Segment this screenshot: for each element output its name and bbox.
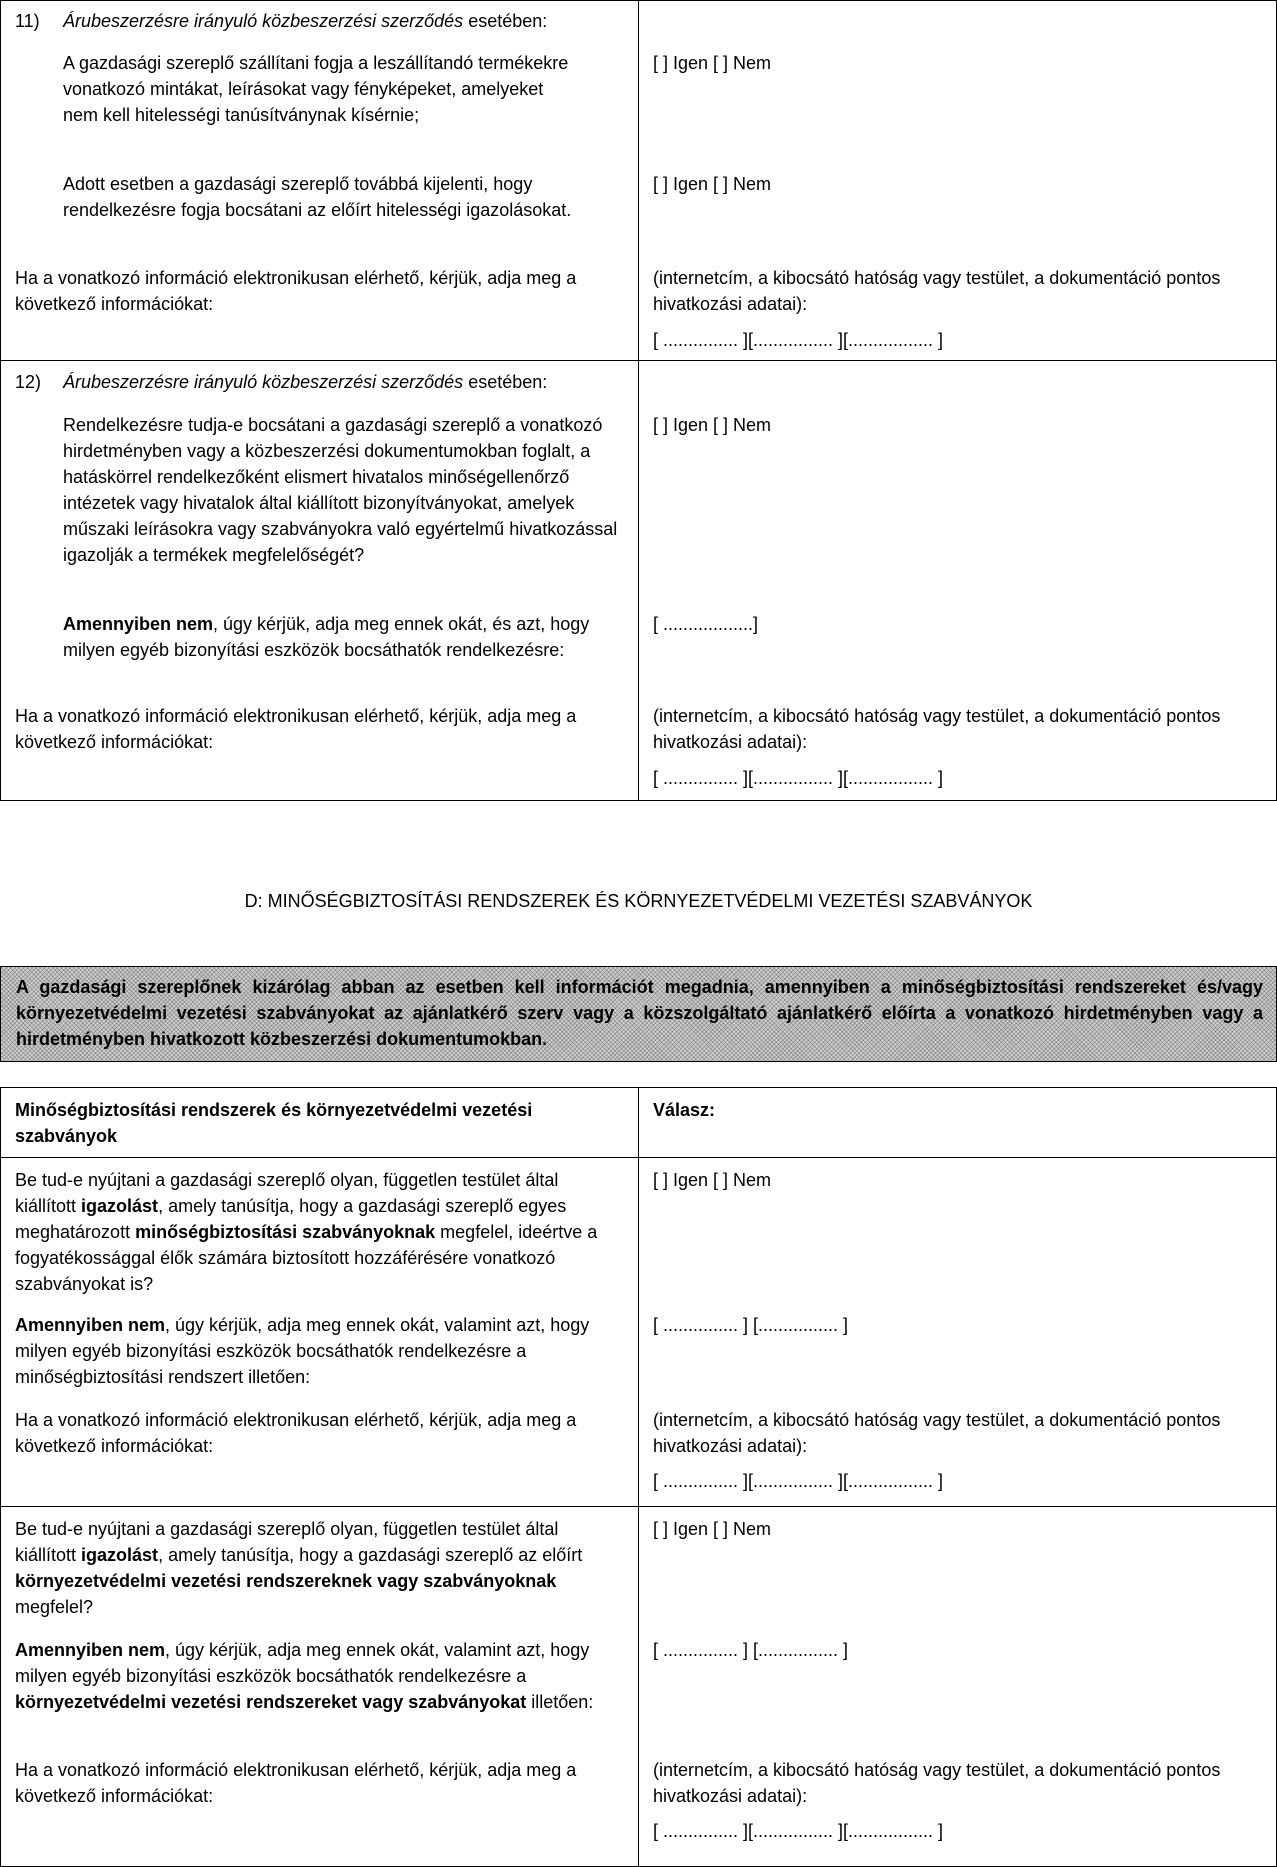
section-title-rest: esetében:	[463, 372, 548, 392]
answer-yes-no[interactable]: [ ] Igen [ ] Nem	[653, 53, 772, 73]
section-d-title: D: MINŐSÉGBIZTOSÍTÁSI RENDSZEREK ÉS KÖRNYEZETVÉDELMI VEZETÉSI SZABVÁNYOK	[244, 891, 1033, 911]
table-header-right: Válasz:	[653, 1100, 716, 1120]
question-text: Ha a vonatkozó információ elektronikusan elérhető, kérjük, adja meg a következő információkat:	[15, 268, 577, 314]
answer-field[interactable]: [ ..................]	[653, 614, 759, 634]
question-text: Ha a vonatkozó információ elektronikusan elérhető, kérjük, adja meg a következő információkat:	[15, 1760, 577, 1806]
notice-box	[0, 966, 1277, 1062]
question-text: Amennyiben nem, úgy kérjük, adja meg ennek okát, valamint azt, hogy milyen egyéb bizonyítási eszközök bocsáthatók rendelkezésre a környezetvédelmi vezetési rendszereket vagy szabványokat illetően:	[15, 1640, 594, 1712]
section-title-rest: esetében:	[463, 11, 548, 31]
answer-reference-label: (internetcím, a kibocsátó hatóság vagy testület, a dokumentáció pontos hivatkozási adatai):	[653, 268, 1221, 314]
question-text: Adott esetben a gazdasági szereplő továbbá kijelenti, hogy rendelkezésre fogja bocsátani az előírt hitelességi igazolásokat.	[63, 174, 572, 220]
section-12-heading	[15, 369, 635, 395]
answer-reference-label: (internetcím, a kibocsátó hatóság vagy testület, a dokumentáció pontos hivatkozási adatai):	[653, 1760, 1221, 1806]
column-divider	[638, 0, 639, 801]
section-11-heading	[15, 8, 635, 34]
row-divider	[0, 1157, 1277, 1158]
question-text: A gazdasági szereplő szállítani fogja a leszállítandó termékekre vonatkozó mintákat, leírásokat vagy fényképeket, amelyeket nem kell hitelességi tanúsítványnak kísérnie;	[63, 53, 569, 125]
section-number: 11)	[15, 11, 40, 31]
answer-reference-label: (internetcím, a kibocsátó hatóság vagy testület, a dokumentáció pontos hivatkozási adatai):	[653, 1410, 1221, 1456]
answer-field[interactable]: [ ............... ] [................ ]	[653, 1640, 849, 1660]
answer-yes-no[interactable]: [ ] Igen [ ] Nem	[653, 415, 772, 435]
answer-reference-field[interactable]: [ ............... ][................ ][................. ]	[653, 768, 944, 788]
question-text: Amennyiben nem, úgy kérjük, adja meg ennek okát, és azt, hogy milyen egyéb bizonyítási eszközök bocsáthatók rendelkezésre:	[63, 614, 590, 660]
question-text: Be tud-e nyújtani a gazdasági szereplő olyan, független testület által kiállított igazolást, amely tanúsítja, hogy a gazdasági szereplő egyes meghatározott minőségbiztosítási szabványoknak megfelel, ideértve a fogyatékossággal élők számára biztosított hozzáférésére vonatkozó szabványokat is?	[15, 1170, 598, 1294]
section-number: 12)	[15, 372, 42, 392]
section-title-italic: Árubeszerzésre irányuló közbeszerzési szerződés	[63, 11, 464, 31]
answer-yes-no[interactable]: [ ] Igen [ ] Nem	[653, 1519, 772, 1539]
answer-reference-field[interactable]: [ ............... ][................ ][................. ]	[653, 1821, 944, 1841]
section-title-italic: Árubeszerzésre irányuló közbeszerzési szerződés	[63, 372, 464, 392]
answer-yes-no[interactable]: [ ] Igen [ ] Nem	[653, 1170, 772, 1190]
notice-text: A gazdasági szereplőnek kizárólag abban az esetben kell információt megadnia, amennyiben a minőségbiztosítási rendszereket és/vagy környezetvédelmi vezetési szabványokat az ajánlatkérő szerv vagy a közszolgáltató ajánlatkérő előírta a vonatkozó hirdetményben vagy a hirdetményben hivatkozott közbeszerzési dokumentumokban.	[16, 977, 1263, 1049]
answer-reference-field[interactable]: [ ............... ][................ ][................. ]	[653, 330, 944, 350]
table-header-left: Minőségbiztosítási rendszerek és környezetvédelmi vezetési szabványok	[15, 1100, 533, 1146]
answer-reference-field[interactable]: [ ............... ][................ ][................. ]	[653, 1471, 944, 1491]
row-divider	[0, 1506, 1277, 1507]
answer-field[interactable]: [ ............... ] [................ ]	[653, 1315, 849, 1335]
question-text: Ha a vonatkozó információ elektronikusan elérhető, kérjük, adja meg a következő információkat:	[15, 706, 577, 752]
question-text: Amennyiben nem, úgy kérjük, adja meg ennek okát, valamint azt, hogy milyen egyéb bizonyítási eszközök bocsáthatók rendelkezésre a minőségbiztosítási rendszert illetően:	[15, 1315, 590, 1387]
question-text: Ha a vonatkozó információ elektronikusan elérhető, kérjük, adja meg a következő információkat:	[15, 1410, 577, 1456]
row-divider	[0, 360, 1277, 361]
answer-reference-label: (internetcím, a kibocsátó hatóság vagy testület, a dokumentáció pontos hivatkozási adatai):	[653, 706, 1221, 752]
bold-phrase: Amennyiben nem	[63, 614, 214, 634]
answer-yes-no[interactable]: [ ] Igen [ ] Nem	[653, 174, 772, 194]
column-divider	[638, 1087, 639, 1867]
question-text: Rendelkezésre tudja-e bocsátani a gazdasági szereplő a vonatkozó hirdetményben vagy a közbeszerzési dokumentumokban foglalt, a hatáskörrel rendelkezőként elismert hivatalos minőségellenőrző intézetek vagy hivatalok által kiállított bizonyítványokat, amelyek műszaki leírásokra vagy szabványokra való egyértelmű hivatkozással igazolják a termékek megfelelőségét?	[63, 415, 618, 565]
question-text: Be tud-e nyújtani a gazdasági szereplő olyan, független testület által kiállított igazolást, amely tanúsítja, hogy a gazdasági szereplő az előírt környezetvédelmi vezetési rendszereknek vagy szabványoknak megfelel?	[15, 1519, 583, 1617]
